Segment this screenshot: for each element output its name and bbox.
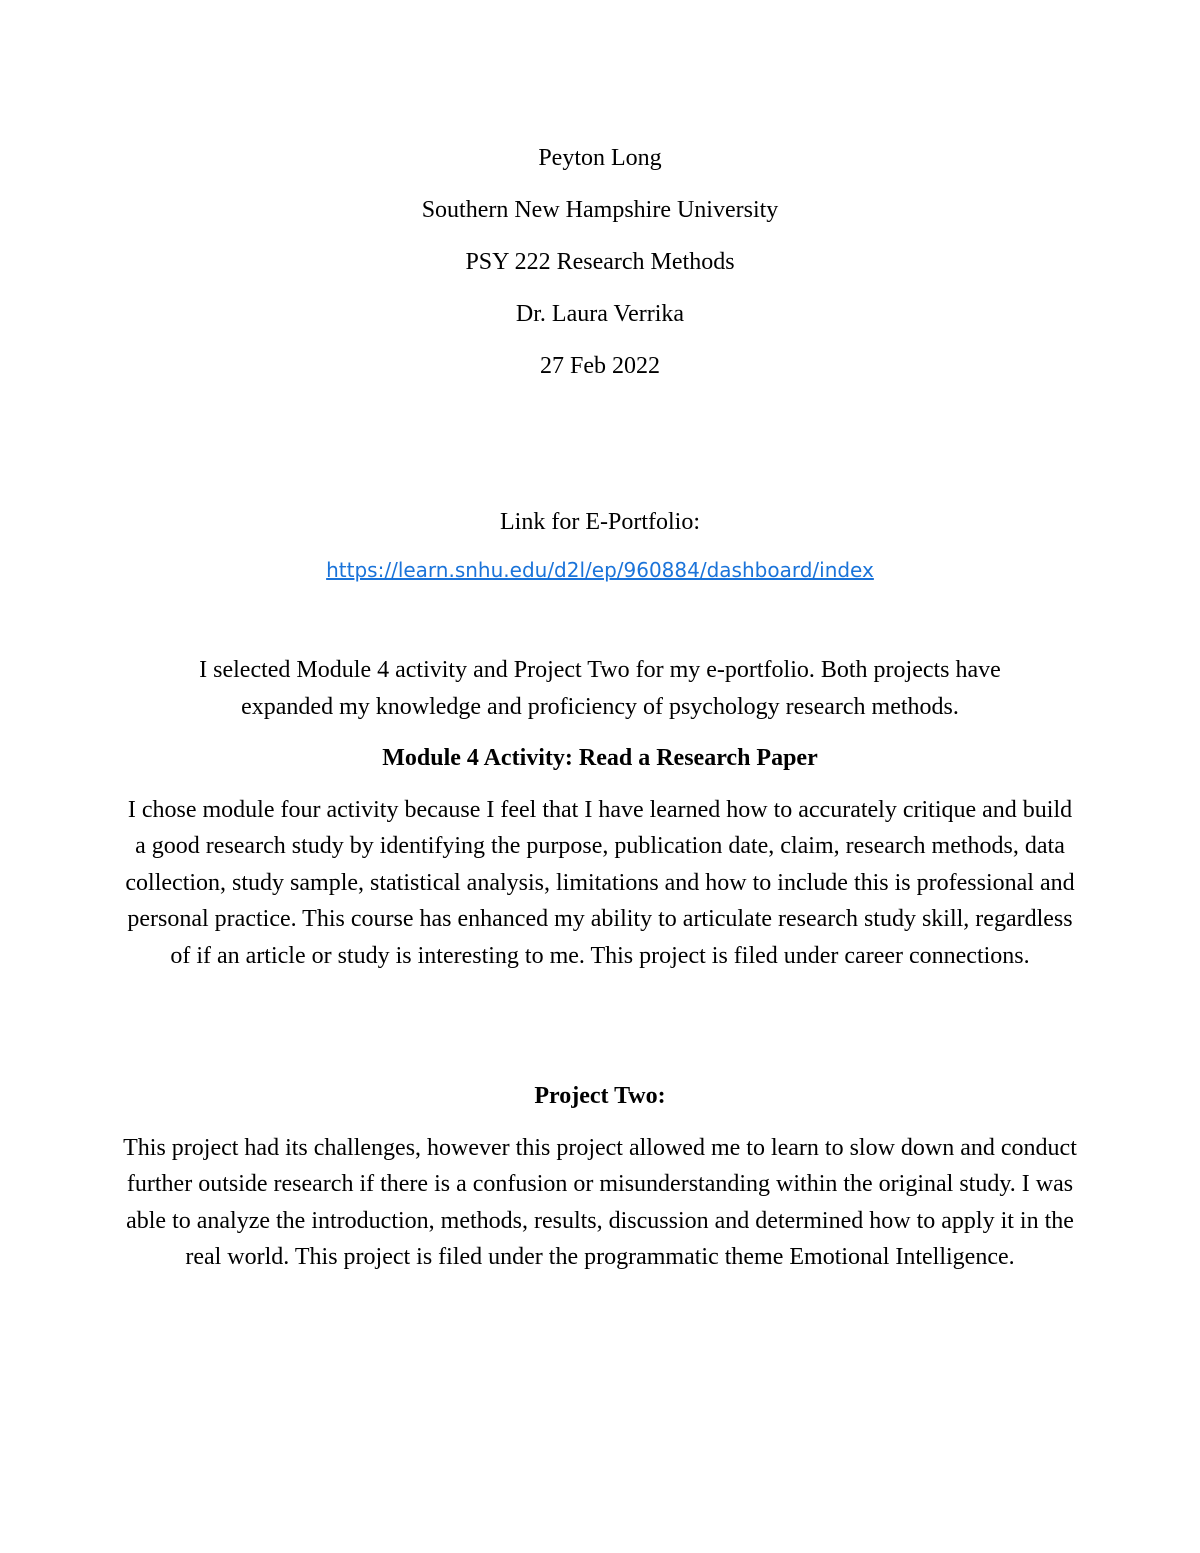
project-two-heading: Project Two: (534, 1083, 666, 1109)
author-name: Peyton Long (538, 145, 662, 171)
module4-paragraph: I chose module four activity because I feel that I have learned how to accurately critique and build a good research study by identifying the purpose, publication date, claim, research methods, data collection, study sample, statistical analysis, limitations and how to include this is professional and personal practice. This course has enhanced my ability to articulate research study skill, regardless of if an article or study is interesting to me. This project is filed under career connections. (125, 797, 1075, 969)
portfolio-link-row (0, 555, 1200, 585)
instructor-name: Dr. Laura Verrika (515, 301, 685, 327)
portfolio-link[interactable]: https://learn.snhu.edu/d2l/ep/960884/dashboard/index (326, 558, 874, 582)
intro-line-1: I selected Module 4 activity and Project Two for my e-portfolio. Both projects have (199, 657, 1001, 683)
course-name: PSY 222 Research Methods (465, 249, 735, 275)
document-date: 27 Feb 2022 (540, 353, 660, 379)
project-two-paragraph: This project had its challenges, however this project allowed me to learn to slow down and conduct further outside research if there is a confusion or misunderstanding within the original study. I was able to analyze the introduction, methods, results, discussion and determined how to apply it in the real world. This project is filed under the programmatic theme Emotional Intelligence. (123, 1135, 1077, 1271)
institution-name: Southern New Hampshire University (421, 197, 779, 223)
module4-heading: Module 4 Activity: Read a Research Paper (382, 745, 818, 771)
portfolio-link-label: Link for E-Portfolio: (500, 509, 700, 535)
intro-line-2: expanded my knowledge and proficiency of psychology research methods. (241, 694, 959, 720)
